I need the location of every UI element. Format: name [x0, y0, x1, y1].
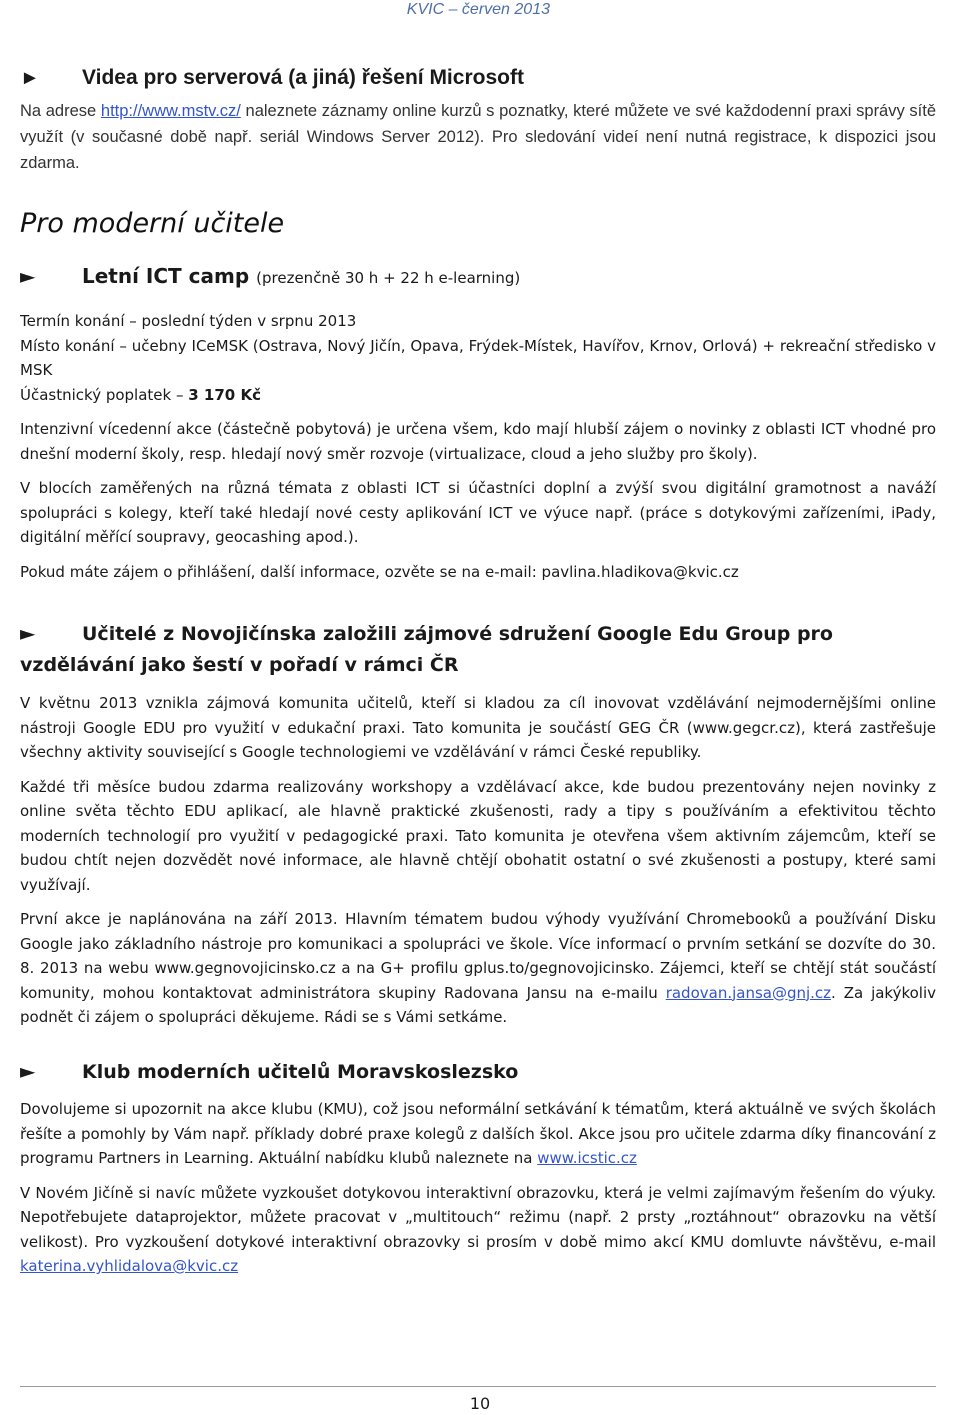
subsection-title: Letní ICT camp	[82, 264, 250, 288]
paragraph: Pokud máte zájem o přihlášení, další informace, ozvěte se na e-mail: pavlina.hladikova@kvic.cz	[20, 562, 739, 581]
text: naleznete záznamy online kurzů s poznatky, které můžete ve své každodenní praxi správy sítě využít (v současné době např. seriál Windows Server 2012). Pro sledování videí není nutná registrace, k dispozici jsou zdarma.	[20, 102, 937, 172]
text: První akce je naplánována na září 2013. Hlavním tématem budou výhody využívání Chromebooků a používání Disku Google jako základního nástroje pro komunikaci a spolupráci ve škole. Více informací o prvním setkání se dozvíte do 30. 8. 2013 na webu www.gegnovojicinsko.cz a na G+ profilu gplus.to/gegnovojicinsko. Zájemci, kteří se chtějí stát součástí komunity, mohou kontaktovat administrátora skupiny Radovana Jansu na e-mailu	[20, 910, 936, 1002]
mstv-link[interactable]: http://www.mstv.cz/	[100, 102, 241, 120]
subsection-note: (prezenčně 30 h + 22 h e-learning)	[256, 269, 521, 287]
email-link[interactable]: radovan.jansa@gnj.cz	[665, 983, 832, 1002]
paragraph: V květnu 2013 vznikla zájmová komunita učitelů, kteří si kladou za cíl inovovat vzdělávání nejmodernějšími online nástroji Google EDU pro využití v edukační praxi. Tato komunita je součástí GEG ČR (www.gegcr.cz), která zastřešuje všechny aktivity související s Google technologiemi ve vzdělávání v rámci České republiky.	[20, 694, 936, 761]
text: Na adrese	[20, 102, 101, 120]
paragraph: Každé tři měsíce budou zdarma realizovány workshopy a vzdělávací akce, kde budou prezentovány nejen novinky z online světa těchto EDU aplikací, ale hlavně praktické zkušenosti, rady a tipy s používáním a efektivitou těchto moderních technologií pro využití v pedagogické praxi. Tato komunita je otevřena všem aktivním zájemcům, kteří se budou chtít nejen dozvědět nové informace, ale hlavně chtějí obohatit ostatní o své zkušenosti a postupy, které sami využívají.	[20, 777, 936, 894]
running-header: KVIC – červen 2013	[406, 1, 550, 18]
triangle-bullet-icon: ►	[20, 264, 36, 288]
icstic-link[interactable]: www.icstic.cz	[537, 1149, 637, 1167]
section-title: Videa pro serverová (a jiná) řešení Microsoft	[82, 66, 524, 89]
section-title: Klub moderních učitelů Moravskoslezsko	[82, 1061, 519, 1083]
paragraph	[20, 98, 936, 176]
text: Dovolujeme si upozornit na akce klubu (KMU), což jsou neformální setkávání k tématům, která aktuálně ve svých školách řešíte a pomohly by Vám např. příklady dobré praxe kolegů z dalších škol. Akce jsou pro učitele zdarma díky financování z programu Partners in Learning. Aktuální nabídku klubů naleznete na	[20, 1100, 936, 1167]
text: . Za jakýkoliv podnět či zájem o spolupráci děkujeme. Rádi se s Vámi setkáme.	[20, 983, 936, 1026]
paragraph	[20, 1097, 936, 1171]
price: 3 170 Kč	[188, 385, 261, 404]
page-number: 10	[469, 1394, 491, 1413]
triangle-bullet-icon: ►	[20, 1059, 36, 1083]
paragraph	[20, 1181, 936, 1279]
page-section-heading: Pro moderní učitele	[20, 208, 285, 239]
paragraph: V blocích zaměřených na různá témata z oblasti ICT si účastníci doplní a zvýší svou digitální gramotnost a naváží spolupráci s kolegy, kteří také hledají nové cesty aplikování ICT ve výuce např. (práce s dotykovými zařízeními, iPady, digitální měřící soupravy, geocashing apod.).	[20, 479, 936, 546]
paragraph: Intenzivní vícedenní akce (částečně pobytová) je určena všem, kdo mají hlubší zájem o novinky z oblasti ICT vhodné pro dnešní moderní školy, resp. hledají nový směr rozvoje (virtualizace, cloud a jeho služby pro školy).	[20, 420, 936, 463]
paragraph	[20, 907, 936, 1030]
section-modern-teachers	[20, 208, 936, 584]
section-heading	[20, 618, 936, 681]
info-line: Místo konání – učebny ICeMSK (Ostrava, Nový Jičín, Opava, Frýdek-Místek, Havířov, Krnov, Orlová) + rekreační středisko v MSK	[20, 336, 936, 379]
section-title: Učitelé z Novojičínska založili zájmové sdružení Google Edu Group pro vzdělávání jako šestí v pořadí v rámci ČR	[20, 623, 833, 676]
info-line	[20, 383, 936, 408]
section-google-edu-group	[20, 618, 936, 1030]
triangle-bullet-icon: ►	[20, 621, 36, 645]
footer-divider	[20, 1386, 936, 1387]
triangle-bullet-icon: ►	[20, 67, 40, 89]
info-line: Termín konání – poslední týden v srpnu 2013	[20, 312, 357, 330]
section-microsoft-videos	[20, 66, 936, 176]
section-heading	[20, 1056, 936, 1087]
section-club-moravskoslezsko	[20, 1056, 936, 1279]
section-heading	[20, 66, 936, 90]
text: V Novém Jičíně si navíc můžete vyzkoušet dotykovou interaktivní obrazovku, která je velmi zajímavým řešením do výuky. Nepotřebujete dataprojektor, můžete pracovat v „multitouch“ režimu (např. 2 prsty „roztáhnout“ obrazovku na větší velikost). Pro vyzkoušení dotykové interaktivní obrazovky si prosím v době mimo akcí KMU domluvte návštěvu, e-mail	[20, 1183, 936, 1251]
email-link[interactable]: katerina.vyhlidalova@kvic.cz	[20, 1257, 239, 1275]
subsection-heading	[20, 261, 936, 293]
text: Účastnický poplatek –	[20, 385, 189, 404]
